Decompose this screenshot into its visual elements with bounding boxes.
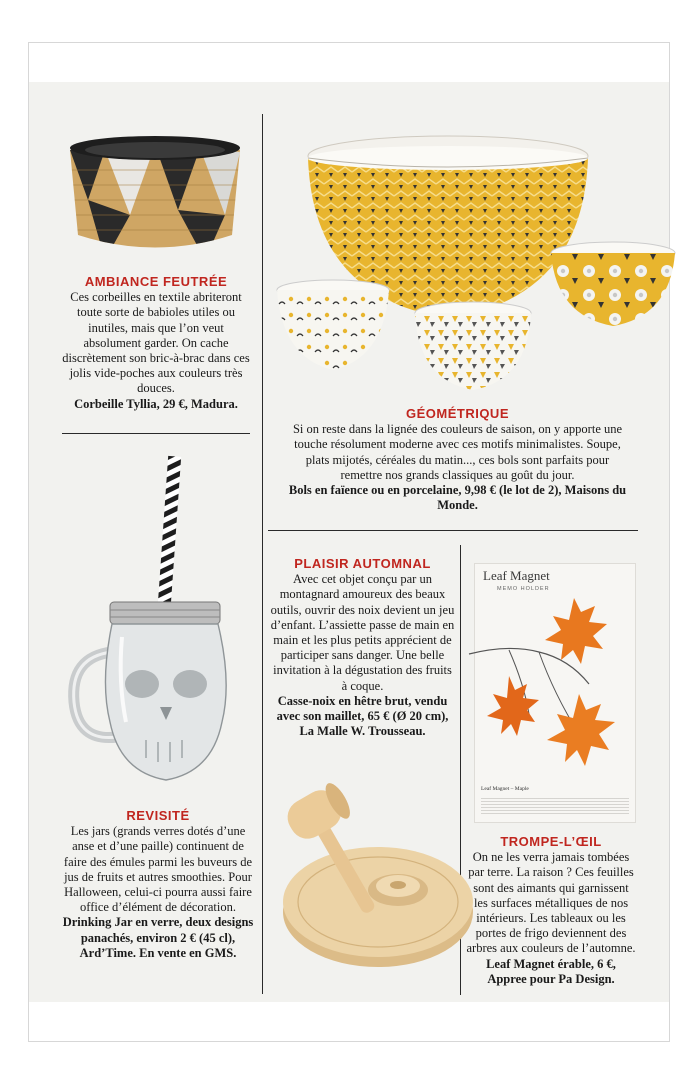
card-label: Leaf Magnet – Maple <box>481 786 529 792</box>
card-title: Leaf Magnet <box>483 568 550 583</box>
section-geometrique <box>285 406 630 513</box>
section-title: REVISITÉ <box>126 808 190 823</box>
section-body: Les jars (grands verres dotés d’une anse et d’une paille) continuent de faire des émules parmi les buveurs de jus de fruits et autres smoothies. Pour Halloween, celui-ci pourra aussi faire office d’élément de décoration. <box>63 824 253 915</box>
beech-nutcracker-image <box>268 772 458 992</box>
section-title: PLAISIR AUTOMNAL <box>294 556 431 571</box>
leaf-magnet-card <box>474 563 636 823</box>
textile-basket-image <box>60 120 250 260</box>
divider-right <box>268 530 638 531</box>
section-body: On ne les verra jamais tombées par terre. La raison ? Ces feuilles sont des aimants qui garnissent les surfaces métalliques de nos intérieurs. Les tableaux ou les portes de frigo deviennent des arbres aux couleurs de l’automne. <box>466 850 636 956</box>
section-trompe <box>466 834 636 987</box>
card-fineprint <box>481 796 629 814</box>
section-title: TROMPE-L’ŒIL <box>500 834 602 849</box>
section-title: GÉOMÉTRIQUE <box>405 406 509 421</box>
section-body: Si on reste dans la lignée des couleurs de saison, on y apporte une touche résolument moderne avec ces motifs minimalistes. Soupe, plats mijotés, céréales du matin..., ces bols sont parfaits pour remettre nos grands classiques au goût du jour. <box>292 422 623 482</box>
product-credit: Corbeille Tyllia, 29 €, Madura. <box>74 396 238 411</box>
product-credit: Casse-noix en hêtre brut, vendu avec son maillet, 65 € (Ø 20 cm), La Malle W. Trousseau. <box>276 693 449 739</box>
product-credit: Drinking Jar en verre, deux designs panachés, environ 2 € (45 cl), Ard’Time. En vente en GMS. <box>62 915 254 960</box>
section-body: Ces corbeilles en textile abriteront toute sorte de babioles utiles ou inutiles, mais que l’on veut absolument garder. On cache discrètement son bric-à-brac dans ces jolis vide-poches aux couleurs très douces. <box>62 290 250 396</box>
card-subtitle: MEMO HOLDER <box>497 586 550 592</box>
section-body: Avec cet objet conçu par un montagnard amoureux des beaux outils, ouvrir des noix devient un jeu d’enfant. L’assiette passe de main en main et les plus petits apprécient de participer sans danger. Une belle invitation à la dégustation des fruits à coque. <box>270 572 455 693</box>
maple-leaves-image <box>469 594 637 774</box>
section-plaisir <box>270 556 455 739</box>
skull-drinking-jar-image <box>62 452 252 792</box>
section-ambiance <box>62 274 250 412</box>
divider-left <box>62 433 250 434</box>
ceramic-bowls-image <box>268 118 668 398</box>
section-revisite <box>62 808 254 961</box>
product-credit: Leaf Magnet érable, 6 €, Appree pour Pa Design. <box>486 956 616 986</box>
product-credit: Bols en faïence ou en porcelaine, 9,98 € (le lot de 2), Maisons du Monde. <box>288 483 627 513</box>
column-divider-main <box>262 114 263 994</box>
section-title: AMBIANCE FEUTRÉE <box>84 274 228 289</box>
